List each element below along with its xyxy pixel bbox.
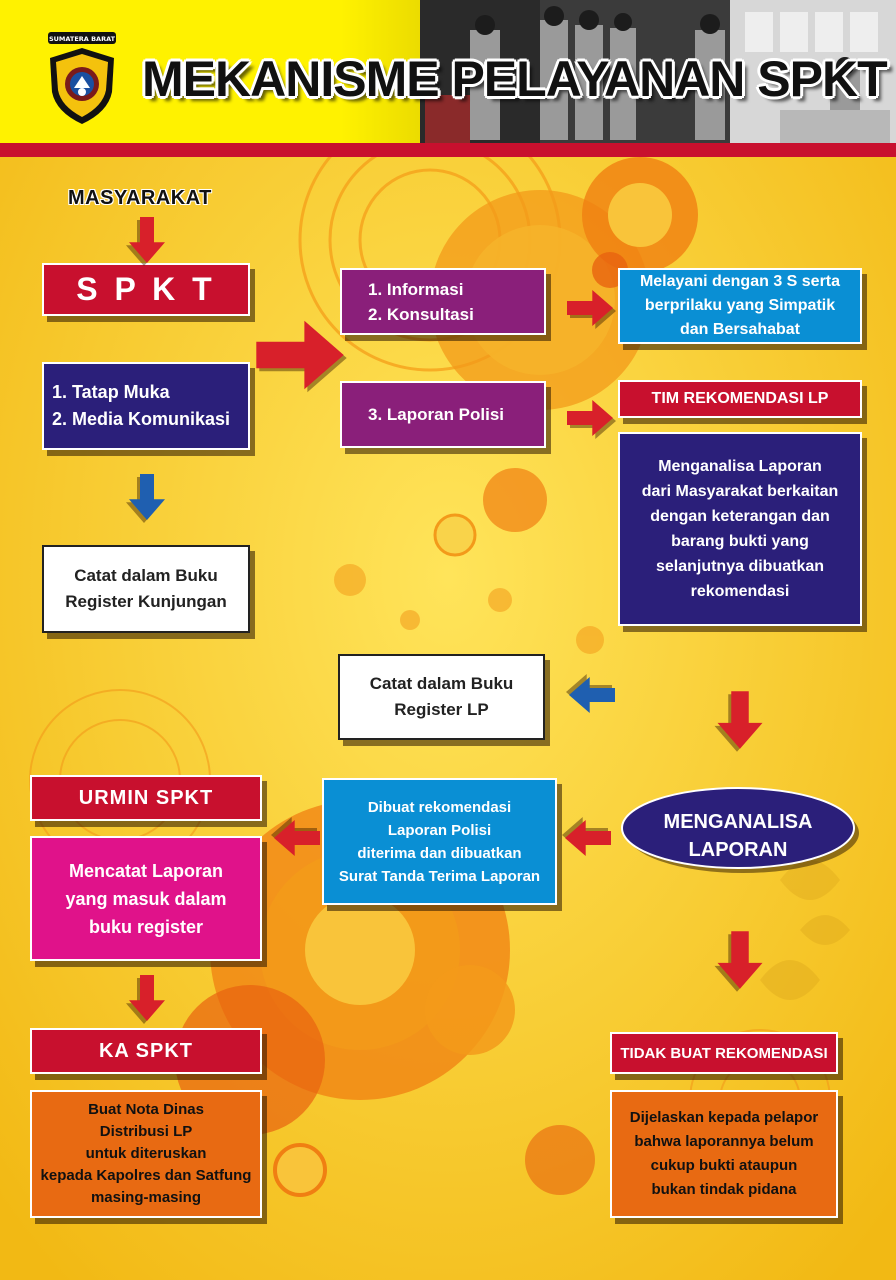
node-laporan-polisi: 3. Laporan Polisi xyxy=(340,381,546,448)
arrow-masyarakat-spkt xyxy=(126,217,165,266)
node-mencatat: Mencatat Laporan yang masuk dalam buku register xyxy=(30,836,262,961)
arrow-to-menganalisa xyxy=(715,691,763,752)
node-menganalisa: MENGANALISA LAPORAN xyxy=(663,811,813,861)
arrow-dibuat-mencatat xyxy=(271,817,320,856)
node-melayani: Melayani dengan 3 S serta berprilaku yang Simpatik dan Bersahabat xyxy=(618,268,862,344)
arrow-info-melayani xyxy=(567,290,616,329)
arrow-urmin-ka xyxy=(126,975,165,1024)
page-title: MEKANISME PELAYANAN SPKT xyxy=(142,51,887,107)
node-dibuat-rekomendasi: Dibuat rekomendasi Laporan Polisi diterima dan dibuatkan Surat Tanda Terima Laporan xyxy=(322,778,557,905)
svg-text:SUMATERA BARAT: SUMATERA BARAT xyxy=(48,35,116,43)
node-ka-spkt: KA SPKT xyxy=(30,1028,262,1074)
node-dijelaskan: Dijelaskan kepada pelapor bahwa laporannya belum cukup bukti ataupun bukan tindak pidana xyxy=(610,1090,838,1218)
arrow-to-catat-lp xyxy=(566,674,615,713)
node-info-konsultasi: 1. Informasi 2. Konsultasi xyxy=(340,268,546,335)
node-spkt: S P K T xyxy=(42,263,250,316)
arrow-menganalisa-dibuat xyxy=(562,817,611,856)
node-urmin-spkt: URMIN SPKT xyxy=(30,775,262,821)
node-tim-rekomendasi: TIM REKOMENDASI LP xyxy=(618,380,862,418)
node-catat-kunjungan: Catat dalam Buku Register Kunjungan xyxy=(42,545,250,633)
node-masyarakat: MASYARAKAT xyxy=(68,187,212,209)
arrow-to-tidak-buat xyxy=(715,931,763,992)
node-menganalisa-detail: Menganalisa Laporan dari Masyarakat berkaitan dengan keterangan dan barang bukti yang selanjutnya dibuatkan rekomendasi xyxy=(618,432,862,626)
arrow-spkt-middle xyxy=(256,321,346,392)
arrow-laporan-tim xyxy=(567,400,616,439)
node-catat-lp: Catat dalam Buku Register LP xyxy=(338,654,545,740)
node-channels: 1. Tatap Muka 2. Media Komunikasi xyxy=(42,362,250,450)
node-nota-dinas: Buat Nota Dinas Distribusi LP untuk diteruskan kepada Kapolres dan Satfung masing-masing xyxy=(30,1090,262,1218)
node-tidak-buat: TIDAK BUAT REKOMENDASI xyxy=(610,1032,838,1074)
arrow-channels-catat xyxy=(126,474,165,523)
